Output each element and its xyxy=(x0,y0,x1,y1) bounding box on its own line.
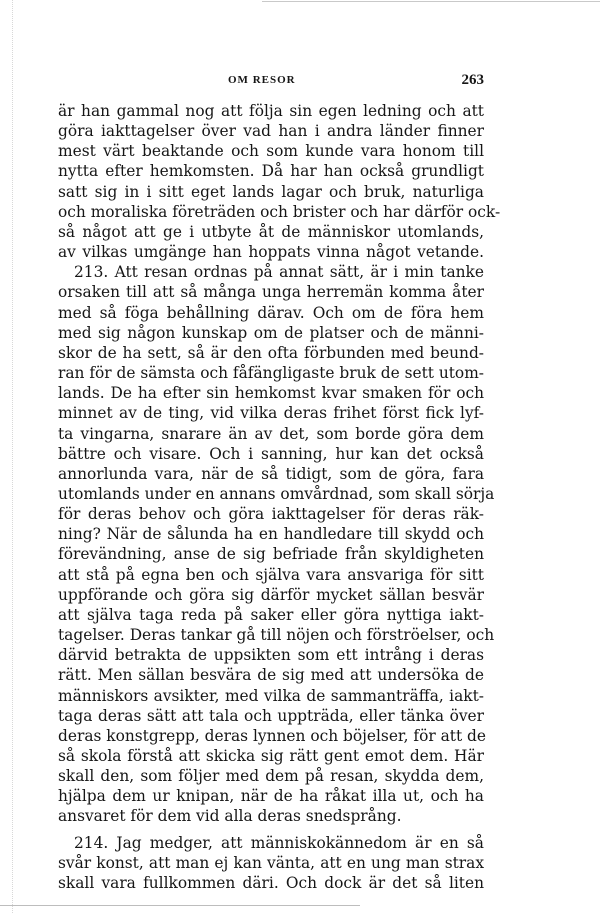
paragraph-start-line: 214. Jag medger, att människokännedom är en så xyxy=(74,833,484,852)
text-line: människors avsikter, med vilka de sammanträffa, iakt- xyxy=(58,686,484,705)
body-text xyxy=(58,101,501,893)
text-line: svår konst, att man ej kan vänta, att en ung man strax xyxy=(58,853,484,872)
text-line: förevändning, anse de sig befriade från skyldigheten xyxy=(58,545,484,564)
text-line: annorlunda vara, när de så tidigt, som de göra, fara xyxy=(58,464,484,483)
running-head: OM RESOR xyxy=(228,74,296,86)
text-line: deras konstgrepp, deras lynnen och böjelser, för att de xyxy=(58,726,486,745)
text-line: för deras behov och göra iakttagelser för deras räk- xyxy=(58,505,484,524)
page-header xyxy=(58,74,484,92)
text-line: skall den, som följer med dem på resan, skydda dem, xyxy=(58,767,484,786)
text-line: göra iakttagelser över vad han i andra länder finner xyxy=(58,122,484,141)
text-line: med så föga behållning därav. Och om de föra hem xyxy=(58,303,484,322)
text-line: orsaken till att så många unga herremän komma åter xyxy=(58,283,484,302)
page-number: 263 xyxy=(461,72,484,88)
text-line: minnet av de ting, vid vilka deras frihet först fick lyf- xyxy=(58,404,484,423)
text-line: så något att ge i utbyte åt de människor utomlands, xyxy=(58,222,484,241)
text-line: och moraliska företräden och brister och har därför ock- xyxy=(58,202,501,221)
text-line: skall vara fullkommen däri. Och dock är det så liten xyxy=(58,873,484,892)
text-line: ta vingarna, snarare än av det, som borde göra dem xyxy=(58,424,484,443)
text-line: satt sig in i sitt eget lands lagar och bruk, naturliga xyxy=(58,182,484,201)
text-line: ning? När de sålunda ha en handledare till skydd och xyxy=(58,525,484,544)
text-line: att stå på egna ben och själva vara ansvariga för sitt xyxy=(58,565,484,584)
text-line: är han gammal nog att följa sin egen ledning och att xyxy=(58,102,484,120)
bottom-edge-rule xyxy=(0,905,360,906)
text-line: med sig någon kunskap om de platser och de männi- xyxy=(58,323,484,342)
text-line: tagelser. Deras tankar gå till nöjen och förströelser, och xyxy=(58,626,495,645)
text-line: att själva taga reda på saker eller göra nyttiga iakt- xyxy=(58,605,484,624)
paragraph-start-line: 213. Att resan ordnas på annat sätt, är i min tanke xyxy=(74,263,484,282)
text-line: därvid betrakta de uppsikten som ett intrång i deras xyxy=(58,646,484,665)
text-line: nytta efter hemkomsten. Då har han också grundligt xyxy=(58,162,484,181)
scan-left-edge xyxy=(12,0,13,913)
text-line: ran för de sämsta och fåfängligaste bruk de sett utom- xyxy=(58,364,484,383)
text-line: rätt. Men sällan besvära de sig med att undersöka de xyxy=(58,666,484,685)
text-line: så skola förstå att skicka sig rätt gent emot dem. Här xyxy=(58,747,484,765)
top-edge-rule xyxy=(262,1,600,2)
text-line: mest värt beaktande och som kunde vara honom till xyxy=(58,142,484,161)
text-line: taga deras sätt att tala och uppträda, eller tänka över xyxy=(58,706,484,725)
text-line: av vilkas umgänge han hoppats vinna något vetande. xyxy=(58,243,484,262)
paragraph-end-line: ansvaret för dem vid alla deras snedsprång. xyxy=(58,807,402,826)
text-line: bättre och visare. Och i sanning, hur kan det också xyxy=(58,444,484,463)
text-line: utomlands under en annans omvårdnad, som skall sörja xyxy=(58,484,495,503)
text-line: skor de ha sett, så är den ofta förbunden med beund- xyxy=(58,343,484,362)
text-line: lands. De ha efter sin hemkomst kvar smaken för och xyxy=(58,384,484,403)
text-line: hjälpa dem ur knipan, när de ha råkat illa ut, och ha xyxy=(58,787,484,806)
text-line: uppförande och göra sig därför mycket sällan besvär xyxy=(58,585,484,604)
